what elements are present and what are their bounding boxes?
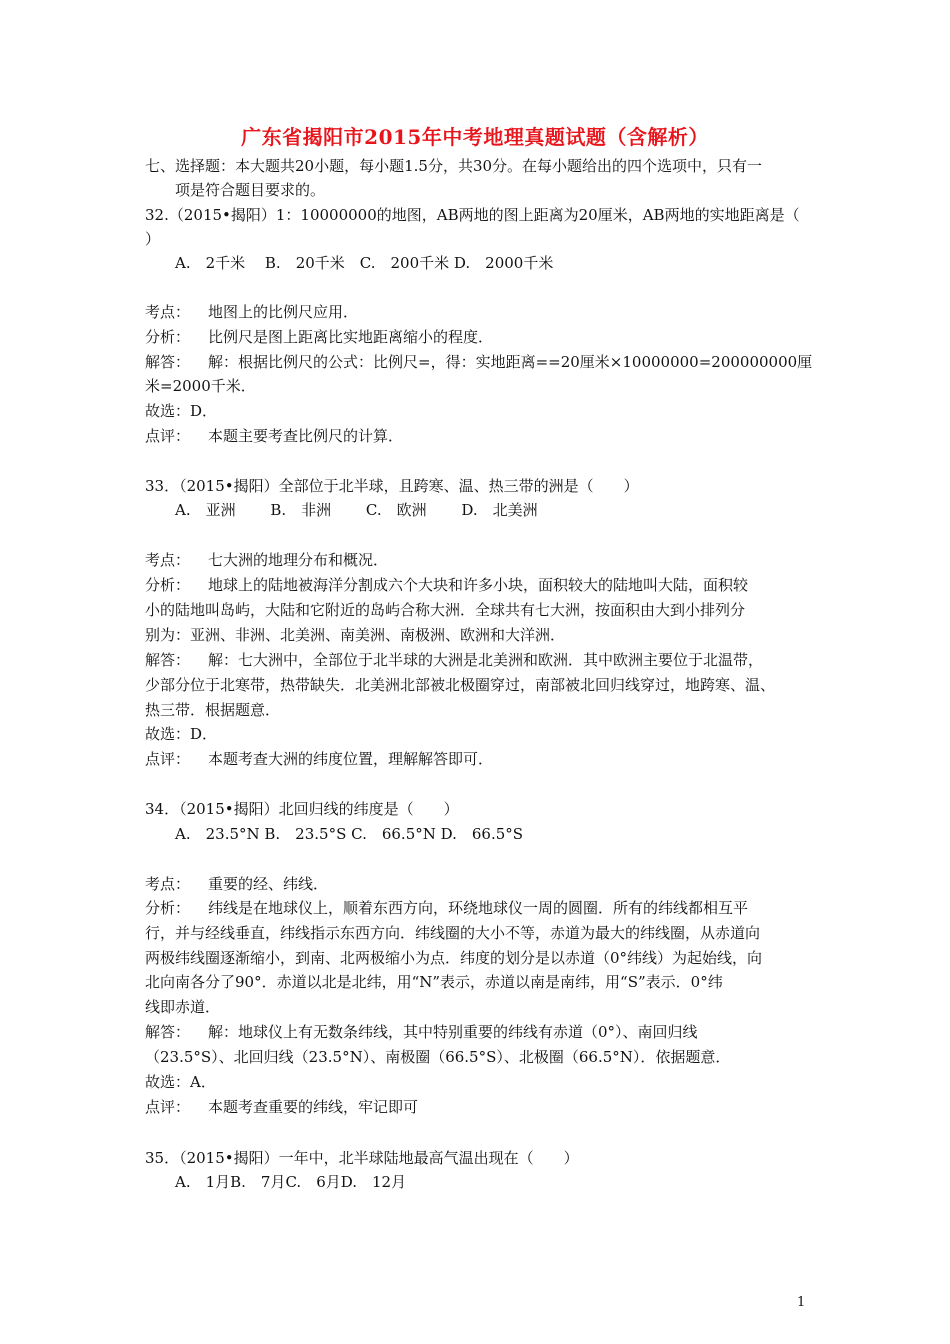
q34-fenxi-line3: 两极纬线圈逐渐缩小，到南、北两极缩小为点．纬度的划分是以赤道（0°纬线）为起始线，向 — [145, 949, 763, 967]
q32-jieda-line2: 米=2000千米． — [145, 377, 256, 395]
q32-stem-line1: 32.（2015•揭阳）1：10000000的地图，AB两地的图上距离为20厘米，AB两地的实地距离是（ — [145, 206, 800, 224]
q32-kaodian-text: 地图上的比例尺应用． — [208, 303, 359, 321]
q32-options: A. 2千米 B. 20千米 C. 200千米 D. 2000千米 — [175, 254, 554, 272]
jieda-label: 解答： — [145, 1023, 191, 1041]
q35-stem: 35．（2015•揭阳）一年中，北半球陆地最高气温出现在（ ） — [145, 1149, 579, 1167]
q32-fenxi-text: 比例尺是图上距离比实地距离缩小的程度． — [208, 328, 494, 346]
q34-fenxi-line5: 线即赤道． — [145, 998, 221, 1016]
q33-jieda-line2: 少部分位于北寒带，热带缺失．北美洲北部被北极圈穿过，南部被北回归线穿过，地跨寒、温、 — [145, 676, 776, 694]
q33-stem: 33．（2015•揭阳）全部位于北半球，且跨寒、温、热三带的洲是（ ） — [145, 477, 639, 495]
q34-stem: 34．（2015•揭阳）北回归线的纬度是（ ） — [145, 800, 459, 818]
q33-fenxi-line2: 小的陆地叫岛屿，大陆和它附近的岛屿合称大洲．全球共有七大洲，按面积由大到小排列分 — [145, 601, 746, 619]
q32-kaodian — [145, 302, 358, 322]
q33-fenxi-text1: 地球上的陆地被海洋分割成六个大块和许多小块，面积较大的陆地叫大陆，面积较 — [208, 576, 749, 594]
q33-jieda-text1: 解：七大洲中，全部位于北半球的大洲是北美洲和欧洲．其中欧洲主要位于北温带， — [208, 651, 764, 669]
q34-jieda-line2: （23.5°S）、北回归线（23.5°N）、南极圈（66.5°S）、北极圈（66.5°N）．依据题意． — [145, 1048, 731, 1066]
q34-jieda — [145, 1022, 698, 1042]
q33-jieda-line3: 热三带．根据题意． — [145, 701, 281, 719]
q34-guxuan — [145, 1072, 216, 1092]
q34-options: A. 23.5°N B. 23.5°S C. 66.5°N D. 66.5°S — [175, 825, 524, 843]
q33-guxuan — [145, 724, 217, 744]
q32-answer: D． — [190, 402, 218, 420]
q32-jieda-text1: 解：根据比例尺的公式：比例尺=，得：实地距离==20厘米×10000000=200000000厘 — [208, 353, 813, 371]
page-number: 1 — [797, 1295, 806, 1310]
q32-dianping-text: 本题主要考查比例尺的计算． — [208, 427, 404, 445]
jieda-label: 解答： — [145, 353, 191, 371]
q34-dianping — [145, 1097, 418, 1117]
fenxi-label: 分析： — [145, 328, 191, 346]
q33-options: A. 亚洲 B. 非洲 C. 欧洲 D. 北美洲 — [175, 501, 538, 519]
q33-dianping-text: 本题考查大洲的纬度位置，理解解答即可． — [208, 750, 494, 768]
q34-kaodian — [145, 874, 328, 894]
q33-fenxi — [145, 575, 748, 595]
fenxi-label: 分析： — [145, 576, 191, 594]
q34-fenxi — [145, 898, 748, 918]
dianping-label: 点评： — [145, 1098, 191, 1116]
q33-answer: D． — [190, 725, 218, 743]
fenxi-label: 分析： — [145, 899, 191, 917]
kaodian-label: 考点： — [145, 303, 191, 321]
q34-fenxi-line4: 北向南各分了90°．赤道以北是北纬，用“N”表示，赤道以南是南纬，用“S”表示．0°纬 — [145, 973, 723, 991]
q32-stem-line2: ） — [145, 230, 161, 248]
q34-kaodian-text: 重要的经、纬线． — [208, 875, 329, 893]
section-instruction-line1: 七、选择题：本大题共20小题，每小题1.5分，共30分。在每小题给出的四个选项中，只有一 — [145, 157, 763, 175]
q34-jieda-text1: 解：地球仪上有无数条纬线，其中特别重要的纬线有赤道（0°）、南回归线 — [208, 1023, 698, 1041]
dianping-label: 点评： — [145, 427, 191, 445]
dianping-label: 点评： — [145, 750, 191, 768]
section-instruction-line2: 项是符合题目要求的。 — [175, 181, 326, 199]
guxuan-label: 故选： — [145, 402, 191, 420]
kaodian-label: 考点： — [145, 875, 191, 893]
q33-kaodian-text: 七大洲的地理分布和概况． — [208, 551, 389, 569]
q32-dianping — [145, 426, 403, 446]
q35-options: A. 1月B. 7月C. 6月D. 12月 — [175, 1173, 407, 1191]
q34-fenxi-line2: 行，并与经线垂直，纬线指示东西方向．纬线圈的大小不等，赤道为最大的纬线圈，从赤道向 — [145, 924, 761, 942]
q33-jieda — [145, 650, 763, 670]
kaodian-label: 考点： — [145, 551, 191, 569]
q33-kaodian — [145, 550, 388, 570]
jieda-label: 解答： — [145, 651, 191, 669]
q33-fenxi-line3: 别为：亚洲、非洲、北美洲、南美洲、南极洲、欧洲和大洋洲． — [145, 626, 566, 644]
q32-guxuan — [145, 401, 217, 421]
document-title: 广东省揭阳市2015年中考地理真题试题（含解析） — [241, 125, 709, 149]
guxuan-label: 故选： — [145, 1073, 191, 1091]
q34-dianping-text: 本题考查重要的纬线，牢记即可 — [208, 1098, 419, 1116]
q33-dianping — [145, 749, 493, 769]
q34-answer: A． — [190, 1073, 216, 1091]
q32-jieda — [145, 352, 812, 372]
guxuan-label: 故选： — [145, 725, 191, 743]
q34-fenxi-text1: 纬线是在地球仪上，顺着东西方向，环绕地球仪一周的圆圈．所有的纬线都相互平 — [208, 899, 749, 917]
q32-fenxi — [145, 327, 493, 347]
